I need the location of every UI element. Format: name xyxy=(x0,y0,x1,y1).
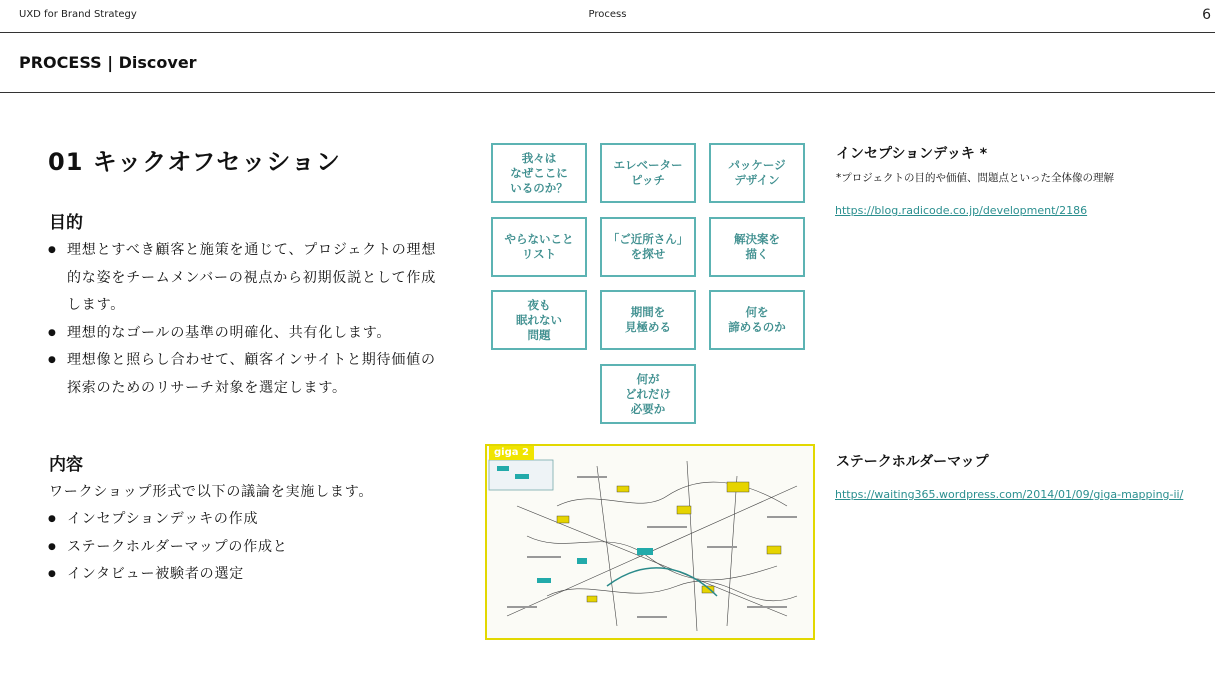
stakeholder-map-image xyxy=(485,444,815,640)
content-item: ● ステークホルダーマップの作成と xyxy=(48,534,443,562)
map-sketch-graphic xyxy=(487,446,813,638)
inception-card-why-here: 我々は なぜここに いるのか？ xyxy=(491,143,587,203)
inception-card-timeline: 期間を 見極める xyxy=(600,290,696,350)
inception-description: *プロジェクトの目的や価値、問題点といった全体像の理解 xyxy=(836,172,1115,184)
inception-card-resources: 何が どれだけ 必要か xyxy=(600,364,696,424)
section-title: PROCESS | Discover xyxy=(19,53,197,72)
header-left-text: UXD for Brand Strategy xyxy=(19,9,137,20)
purpose-list xyxy=(48,237,443,402)
content-item: ● インセプションデッキの作成 xyxy=(48,506,443,534)
inception-card-package-design: パッケージ デザイン xyxy=(709,143,805,203)
inception-card-neighbors: 「ご近所さん」 を探せ xyxy=(600,217,696,277)
stakeholder-link[interactable]: https://waiting365.wordpress.com/2014/01/09/giga-mapping-ii/ xyxy=(835,488,1184,501)
inception-card-elevator-pitch: エレベーター ピッチ xyxy=(600,143,696,203)
content-heading: 内容 xyxy=(49,455,83,475)
stakeholder-title: ステークホルダーマップ xyxy=(836,454,989,470)
purpose-item: ● 理想像と照らし合わせて、顧客インサイトと期待価値の探索のためのリサーチ対象を選定します。 xyxy=(48,347,443,402)
section-divider xyxy=(0,92,1215,93)
inception-card-solution: 解決案を 描く xyxy=(709,217,805,277)
inception-card-tradeoffs: 何を 諦めるのか xyxy=(709,290,805,350)
inception-link[interactable]: https://blog.radicode.co.jp/development/2186 xyxy=(835,204,1088,217)
page-title: 01 キックオフセッション xyxy=(48,148,341,176)
purpose-item: ● 理想的なゴールの基準の明確化、共有化します。 xyxy=(48,320,443,348)
inception-title: インセプションデッキ * xyxy=(836,146,988,162)
inception-card-problems: 夜も 眠れない 問題 xyxy=(491,290,587,350)
inception-card-not-list: やらないこと リスト xyxy=(491,217,587,277)
content-item: ● インタビュー被験者の選定 xyxy=(48,561,443,589)
content-list xyxy=(48,506,443,589)
header-divider xyxy=(0,32,1215,33)
page-number: 6 xyxy=(1202,7,1211,23)
purpose-item: ● 理想とすべき顧客と施策を通じて、プロジェクトの理想的な姿をチームメンバーの視点から初期仮説として作成します。 xyxy=(48,237,443,320)
purpose-heading: 目的 xyxy=(49,213,83,233)
content-intro: ワークショップ形式で以下の議論を実施します。 xyxy=(49,484,374,500)
header-center-text: Process xyxy=(588,9,627,20)
map-image-label: giga 2 xyxy=(489,446,534,460)
